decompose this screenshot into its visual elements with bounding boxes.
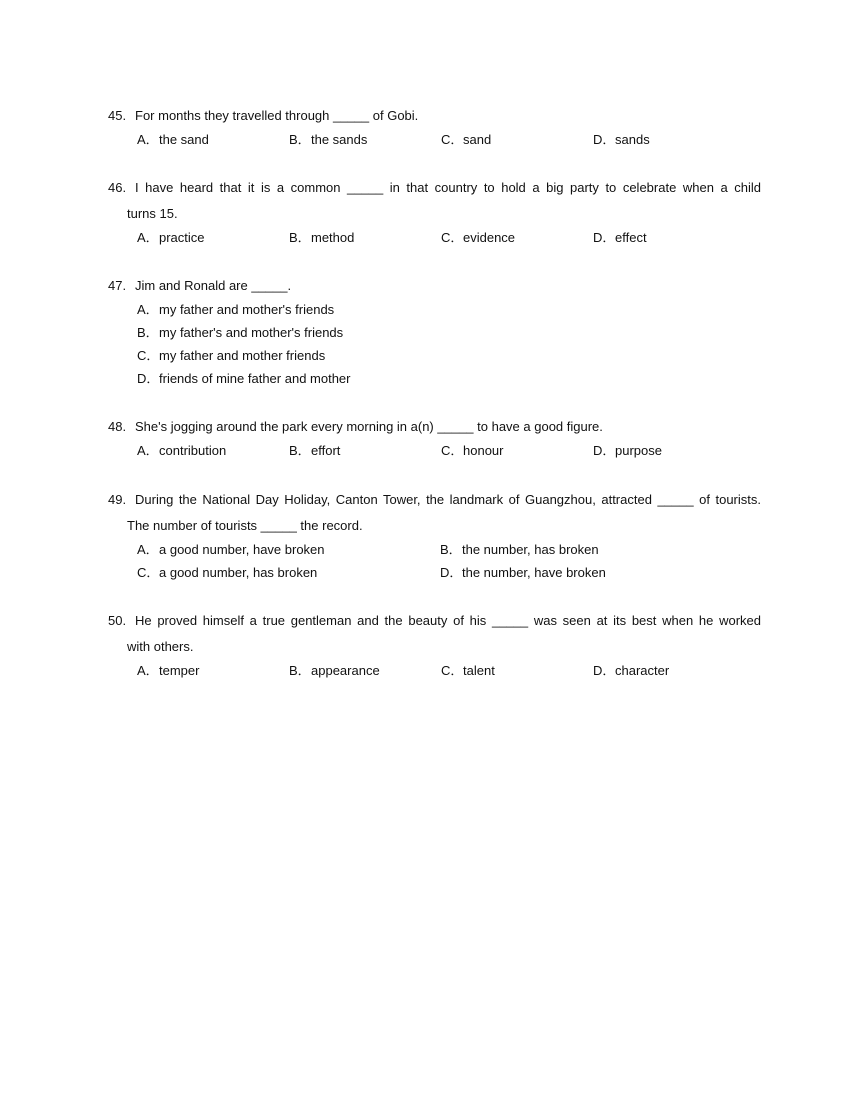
question-number: 47. [108, 278, 127, 293]
option-b[interactable] [289, 128, 441, 151]
option-text: the number, have broken [462, 565, 606, 580]
option-text: a good number, has broken [159, 565, 318, 580]
option-letter: B． [289, 132, 311, 147]
option-text: a good number, have broken [159, 542, 325, 557]
question-text-continued: turns 15. [127, 206, 178, 221]
question-49 [108, 487, 761, 584]
question-text: For months they travelled through _____ of Gobi. [135, 108, 419, 123]
option-letter: A． [137, 542, 159, 557]
option-a[interactable] [137, 226, 289, 249]
option-c[interactable] [137, 344, 761, 367]
option-a[interactable] [137, 128, 289, 151]
question-50 [108, 608, 761, 682]
option-d[interactable] [440, 561, 743, 584]
options-group [137, 659, 761, 682]
option-letter: D． [440, 565, 463, 580]
question-48 [108, 414, 761, 462]
option-d[interactable] [593, 439, 745, 462]
question-number: 46. [108, 180, 127, 195]
option-text: my father's and mother's friends [159, 325, 344, 340]
option-letter: B． [440, 542, 462, 557]
option-a[interactable] [137, 538, 440, 561]
question-number: 48. [108, 419, 127, 434]
question-number: 49. [108, 492, 127, 507]
option-text: my father and mother friends [159, 348, 326, 363]
question-stem [108, 175, 761, 227]
option-letter: D． [593, 230, 616, 245]
question-text: During the National Day Holiday, Canton Tower, the landmark of Guangzhou, attracted _____ of tourists. [135, 492, 761, 507]
option-letter: C． [441, 132, 464, 147]
option-letter: C． [137, 565, 160, 580]
option-d[interactable] [593, 226, 745, 249]
question-46 [108, 175, 761, 249]
option-text: appearance [311, 663, 380, 678]
option-d[interactable] [593, 659, 745, 682]
question-stem [108, 103, 761, 129]
question-text: She's jogging around the park every morning in a(n) _____ to have a good figure. [135, 419, 603, 434]
option-c[interactable] [441, 439, 593, 462]
option-text: method [311, 230, 355, 245]
option-c[interactable] [441, 128, 593, 151]
option-letter: C． [441, 230, 464, 245]
option-c[interactable] [137, 561, 440, 584]
question-number: 50. [108, 613, 127, 628]
option-text: the sands [311, 132, 368, 147]
option-text: the number, has broken [462, 542, 599, 557]
option-letter: C． [137, 348, 160, 363]
question-text-continued: with others. [127, 639, 194, 654]
question-45 [108, 103, 761, 151]
option-text: friends of mine father and mother [159, 371, 351, 386]
option-text: honour [463, 443, 504, 458]
question-stem [108, 608, 761, 660]
option-letter: B． [289, 443, 311, 458]
option-a[interactable] [137, 659, 289, 682]
option-letter: D． [593, 663, 616, 678]
option-b[interactable] [440, 538, 743, 561]
option-text: effort [311, 443, 341, 458]
option-d[interactable] [137, 367, 761, 390]
question-text: He proved himself a true gentleman and the beauty of his _____ was seen at its best when he worked [135, 613, 761, 628]
question-47 [108, 273, 761, 390]
option-c[interactable] [441, 226, 593, 249]
question-text: Jim and Ronald are _____. [135, 278, 292, 293]
option-text: character [615, 663, 670, 678]
options-group [137, 226, 761, 249]
option-b[interactable] [289, 226, 441, 249]
option-letter: D． [593, 443, 616, 458]
option-letter: A． [137, 132, 159, 147]
option-b[interactable] [137, 321, 761, 344]
option-text: effect [615, 230, 647, 245]
question-text-continued: The number of tourists _____ the record. [127, 518, 363, 533]
options-group [137, 298, 761, 390]
option-letter: A． [137, 230, 159, 245]
option-a[interactable] [137, 298, 761, 321]
option-letter: C． [441, 663, 464, 678]
options-group [137, 439, 761, 462]
option-letter: C． [441, 443, 464, 458]
question-stem [108, 273, 761, 299]
option-text: sands [615, 132, 650, 147]
question-stem [108, 414, 761, 440]
option-a[interactable] [137, 439, 289, 462]
option-d[interactable] [593, 128, 745, 151]
option-b[interactable] [289, 439, 441, 462]
option-text: the sand [159, 132, 209, 147]
option-c[interactable] [441, 659, 593, 682]
option-text: temper [159, 663, 200, 678]
option-letter: D． [593, 132, 616, 147]
option-letter: B． [289, 663, 311, 678]
option-letter: D． [137, 371, 160, 386]
option-letter: B． [137, 325, 159, 340]
options-group [137, 128, 761, 151]
option-b[interactable] [289, 659, 441, 682]
option-text: my father and mother's friends [159, 302, 335, 317]
option-text: talent [463, 663, 495, 678]
option-text: practice [159, 230, 205, 245]
option-text: purpose [615, 443, 662, 458]
option-text: evidence [463, 230, 516, 245]
option-letter: A． [137, 663, 159, 678]
option-text: contribution [159, 443, 227, 458]
options-group [137, 538, 761, 584]
option-letter: B． [289, 230, 311, 245]
option-letter: A． [137, 302, 159, 317]
option-letter: A． [137, 443, 159, 458]
question-text: I have heard that it is a common _____ in that country to hold a big party to celebrate when a child [135, 180, 761, 195]
question-stem [108, 487, 761, 539]
question-number: 45. [108, 108, 127, 123]
option-text: sand [463, 132, 492, 147]
